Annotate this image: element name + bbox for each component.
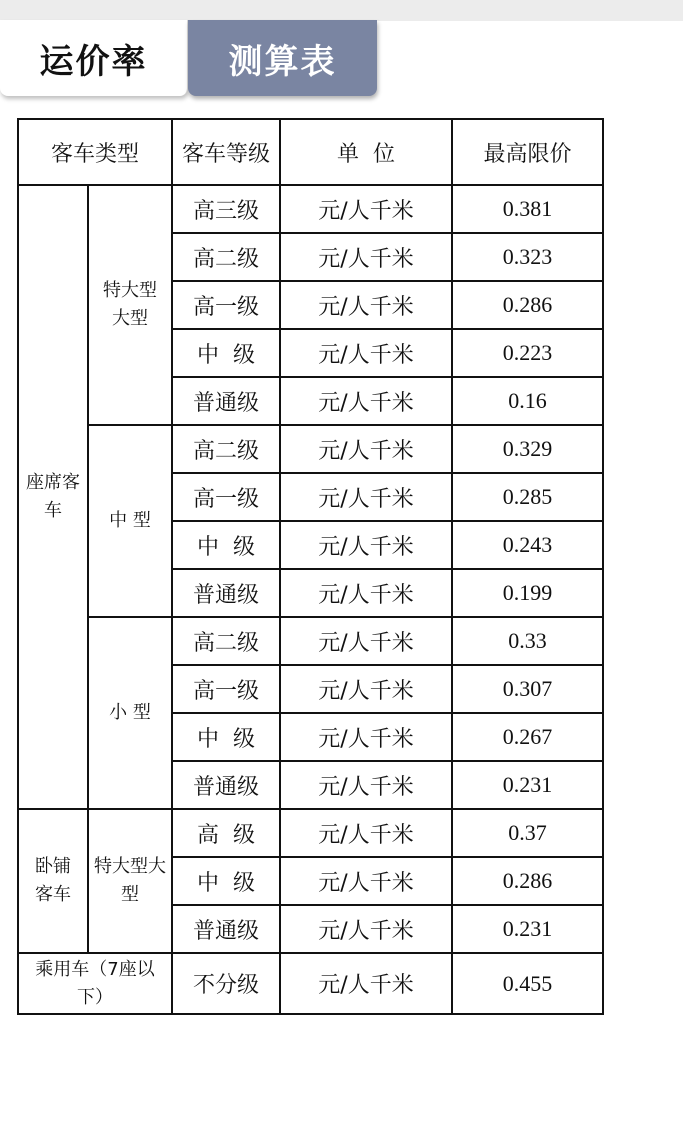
price-cell: 0.455 — [452, 953, 603, 1014]
price-cell: 0.33 — [452, 617, 603, 665]
price-cell: 0.267 — [452, 713, 603, 761]
tab-freight-rate-label: 运价率 — [39, 41, 148, 82]
unit-cell: 元/人千米 — [280, 185, 452, 233]
unit-cell: 元/人千米 — [280, 665, 452, 713]
subtype-extra-large: 特大型大型 — [88, 185, 172, 425]
grade-cell: 高三级 — [172, 185, 280, 233]
group-seat-bus: 座席客车 — [18, 185, 88, 809]
unit-cell: 元/人千米 — [280, 329, 452, 377]
unit-cell: 元/人千米 — [280, 809, 452, 857]
grade-cell: 高一级 — [172, 665, 280, 713]
grade-cell: 高二级 — [172, 425, 280, 473]
unit-cell: 元/人千米 — [280, 425, 452, 473]
table-row — [18, 809, 603, 857]
table-row — [18, 953, 603, 1014]
grade-cell: 高二级 — [172, 617, 280, 665]
table-row — [18, 617, 603, 665]
price-cell: 0.323 — [452, 233, 603, 281]
header-vehicle-grade: 客车等级 — [172, 119, 280, 185]
price-table — [17, 118, 604, 1015]
price-cell: 0.223 — [452, 329, 603, 377]
grade-cell: 普通级 — [172, 905, 280, 953]
grade-cell: 高 级 — [172, 809, 280, 857]
table-row — [18, 425, 603, 473]
unit-cell: 元/人千米 — [280, 521, 452, 569]
grade-cell: 高一级 — [172, 281, 280, 329]
price-cell: 0.381 — [452, 185, 603, 233]
unit-cell: 元/人千米 — [280, 761, 452, 809]
grade-cell: 普通级 — [172, 569, 280, 617]
tab-calculation-table-label: 测算表 — [228, 41, 337, 82]
price-cell: 0.16 — [452, 377, 603, 425]
price-cell: 0.231 — [452, 761, 603, 809]
grade-cell: 中 级 — [172, 857, 280, 905]
subtype-small: 小 型 — [88, 617, 172, 809]
header-unit: 单 位 — [280, 119, 452, 185]
group-sleeper-bus: 卧铺客车 — [18, 809, 88, 953]
price-cell: 0.286 — [452, 857, 603, 905]
price-cell: 0.307 — [452, 665, 603, 713]
price-cell: 0.231 — [452, 905, 603, 953]
group-passenger-car: 乘用车（7座以下） — [18, 953, 172, 1014]
unit-cell: 元/人千米 — [280, 281, 452, 329]
unit-cell: 元/人千米 — [280, 473, 452, 521]
unit-cell: 元/人千米 — [280, 377, 452, 425]
grade-cell: 不分级 — [172, 953, 280, 1014]
grade-cell: 普通级 — [172, 377, 280, 425]
price-cell: 0.37 — [452, 809, 603, 857]
unit-cell: 元/人千米 — [280, 233, 452, 281]
grade-cell: 高一级 — [172, 473, 280, 521]
price-cell: 0.329 — [452, 425, 603, 473]
price-cell: 0.285 — [452, 473, 603, 521]
grade-cell: 中 级 — [172, 329, 280, 377]
price-cell: 0.243 — [452, 521, 603, 569]
unit-cell: 元/人千米 — [280, 953, 452, 1014]
grade-cell: 中 级 — [172, 521, 280, 569]
grade-cell: 中 级 — [172, 713, 280, 761]
header-vehicle-type: 客车类型 — [18, 119, 172, 185]
subtype-sleeper-extra-large: 特大型大型 — [88, 809, 172, 953]
top-status-strip — [0, 0, 683, 21]
unit-cell: 元/人千米 — [280, 713, 452, 761]
table-header-row — [18, 119, 603, 185]
unit-cell: 元/人千米 — [280, 617, 452, 665]
grade-cell: 高二级 — [172, 233, 280, 281]
tab-freight-rate[interactable] — [0, 20, 188, 96]
unit-cell: 元/人千米 — [280, 905, 452, 953]
unit-cell: 元/人千米 — [280, 857, 452, 905]
table-row — [18, 185, 603, 233]
unit-cell: 元/人千米 — [280, 569, 452, 617]
price-cell: 0.199 — [452, 569, 603, 617]
grade-cell: 普通级 — [172, 761, 280, 809]
price-cell: 0.286 — [452, 281, 603, 329]
tab-calculation-table[interactable] — [188, 20, 377, 96]
header-max-price: 最高限价 — [452, 119, 603, 185]
subtype-medium: 中 型 — [88, 425, 172, 617]
